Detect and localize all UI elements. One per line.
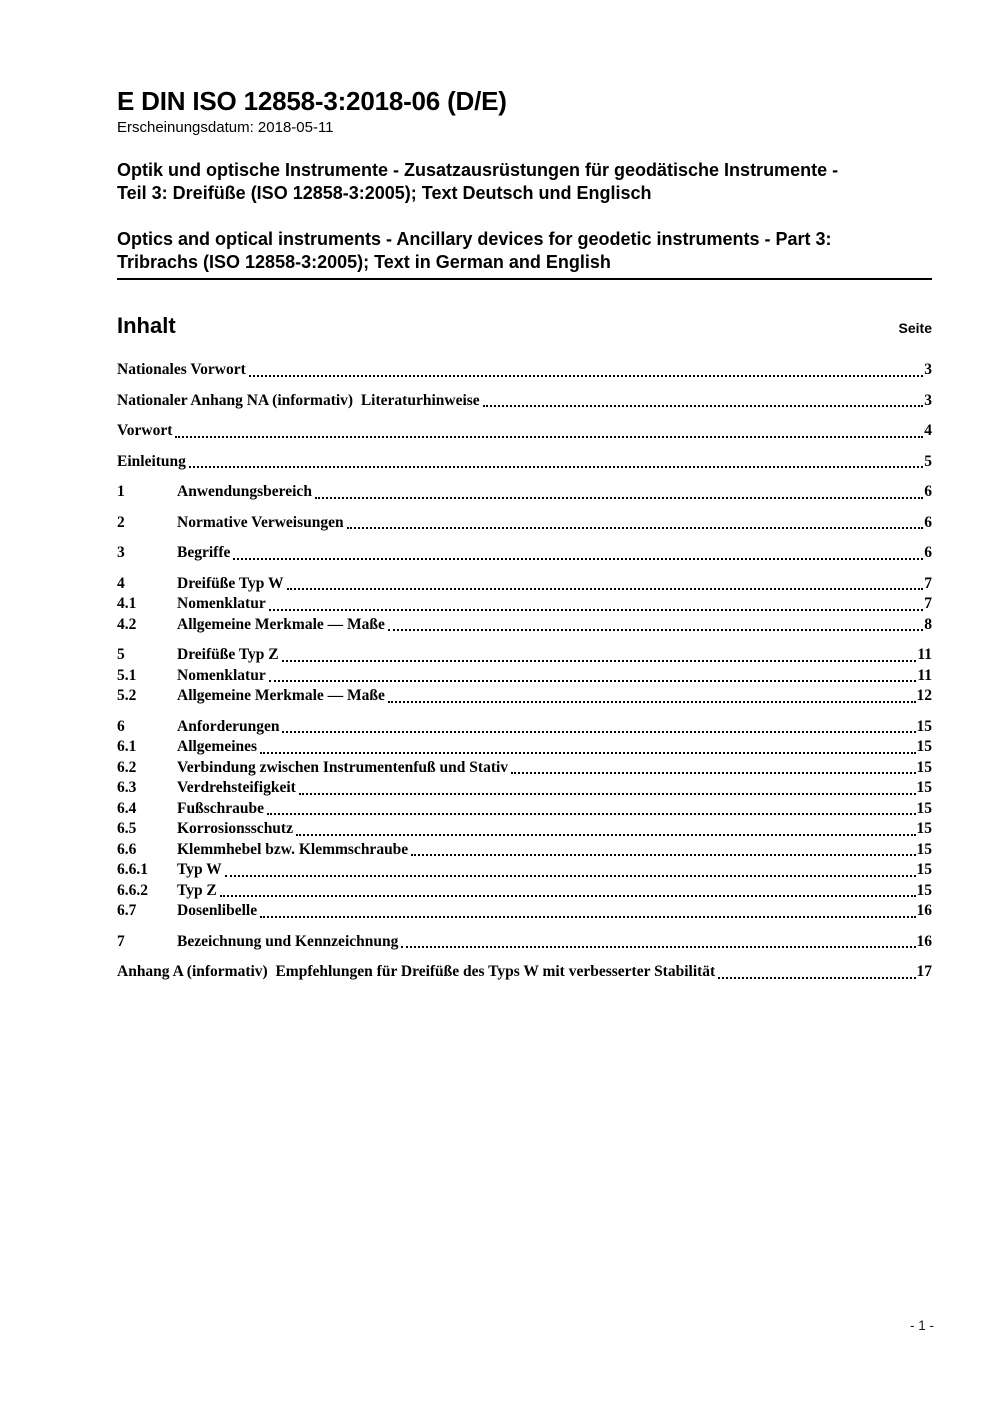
toc-entry-number: 6	[117, 717, 125, 735]
title-english-line1: Optics and optical instruments - Ancillary devices for geodetic instruments - Part 3:	[117, 229, 832, 249]
toc-dot-leader	[175, 436, 923, 438]
toc-entry-number: 6.5	[117, 820, 137, 837]
toc-entry	[117, 360, 932, 381]
toc-dot-leader	[718, 977, 915, 979]
toc-dot-leader	[249, 375, 924, 377]
toc-entry-page: 3	[924, 391, 932, 409]
toc-entry-page: 15	[916, 820, 932, 837]
toc-entry-page: 4	[924, 422, 932, 439]
toc-heading: Inhalt	[117, 313, 176, 338]
toc-entry-label: Begriffe	[177, 544, 231, 561]
toc-entry-number: 6.7	[117, 902, 137, 919]
toc-entry-number: 4.2	[117, 615, 137, 633]
title-english-line2: Tribrachs (ISO 12858-3:2005); Text in German and English	[117, 252, 611, 272]
toc-entry-number: 6.6.1	[117, 861, 148, 878]
toc-entry-label: Nationales Vorwort	[117, 361, 246, 378]
toc-entry-page: 11	[917, 646, 932, 663]
toc-entry	[117, 901, 932, 922]
toc-dot-leader	[483, 405, 924, 407]
toc-entry	[117, 513, 932, 534]
toc-entry-label: Allgemeines	[177, 738, 258, 755]
toc-entry-label: Klemmhebel bzw. Klemmschraube	[177, 840, 409, 858]
toc-dot-leader	[282, 731, 915, 733]
title-german	[117, 159, 932, 205]
toc-entry	[117, 645, 932, 666]
toc-list	[117, 360, 932, 983]
page-number-footer: - 1 -	[909, 1318, 934, 1333]
toc-entry-label: Nomenklatur	[177, 595, 266, 612]
toc-dot-leader	[225, 875, 916, 877]
toc-entry	[117, 932, 932, 953]
divider-line	[117, 278, 932, 280]
toc-entry-label: Typ Z	[177, 881, 217, 899]
toc-entry	[117, 666, 932, 687]
toc-entry-label: Anforderungen	[177, 717, 280, 735]
title-german-line1: Optik und optische Instrumente - Zusatzausrüstungen für geodätische Instrumente -	[117, 160, 839, 180]
toc-entry	[117, 452, 932, 473]
toc-entry-page: 15	[916, 717, 932, 735]
toc-dot-leader	[269, 609, 924, 611]
toc-dot-leader	[260, 752, 915, 754]
toc-dot-leader	[511, 772, 915, 774]
toc-entry-number: 6.1	[117, 738, 137, 755]
toc-entry-label: Allgemeine Merkmale — Maße	[177, 615, 385, 633]
toc-dot-leader	[347, 527, 924, 529]
toc-page-column-label: Seite	[898, 320, 932, 336]
toc-entry	[117, 594, 932, 615]
toc-entry-number: 6.2	[117, 758, 137, 776]
toc-entry-page: 7	[924, 574, 932, 592]
toc-entry	[117, 778, 932, 799]
toc-entry	[117, 543, 932, 564]
toc-dot-leader	[282, 660, 917, 662]
toc-entry-label: Fußschraube	[177, 799, 264, 817]
toc-dot-leader	[269, 680, 917, 682]
toc-entry-number: 2	[117, 513, 125, 531]
toc-entry-number: 5.1	[117, 666, 137, 684]
toc-entry	[117, 758, 932, 779]
toc-entry	[117, 391, 932, 412]
toc-entry-number: 3	[117, 544, 125, 561]
toc-entry	[117, 860, 932, 881]
toc-entry	[117, 421, 932, 442]
toc-entry-label: Dreifüße Typ W	[177, 574, 284, 592]
toc-entry	[117, 840, 932, 861]
toc-entry-number: 4	[117, 574, 125, 592]
title-german-line2: Teil 3: Dreifüße (ISO 12858-3:2005); Text Deutsch und Englisch	[117, 183, 652, 203]
toc-entry-page: 15	[916, 861, 932, 878]
toc-entry	[117, 799, 932, 820]
toc-header	[117, 313, 932, 339]
toc-entry-label: Dosenlibelle	[177, 902, 258, 919]
toc-dot-leader	[388, 629, 923, 631]
toc-dot-leader	[220, 895, 916, 897]
toc-entry-label: Anwendungsbereich	[177, 483, 312, 500]
toc-entry-page: 3	[924, 361, 932, 378]
toc-entry-number: 5	[117, 646, 125, 663]
toc-entry-page: 15	[916, 738, 932, 755]
toc-entry	[117, 482, 932, 503]
publication-date: Erscheinungsdatum: 2018-05-11	[117, 119, 334, 136]
toc-entry-label: Normative Verweisungen	[177, 513, 344, 531]
toc-entry-page: 17	[916, 963, 932, 980]
toc-entry	[117, 574, 932, 595]
toc-entry-label: Verdrehsteifigkeit	[177, 779, 296, 796]
toc-entry-page: 7	[924, 595, 932, 612]
toc-entry-number: 6.6	[117, 840, 137, 858]
toc-dot-leader	[267, 813, 916, 815]
toc-entry-page: 16	[916, 902, 932, 919]
toc-entry-page: 8	[924, 615, 932, 633]
toc-entry-label: Vorwort	[117, 422, 173, 439]
toc-entry-page: 15	[916, 840, 932, 858]
toc-entry	[117, 819, 932, 840]
toc-entry-page: 15	[916, 779, 932, 796]
toc-entry-label: Nationaler Anhang NA (informativ) Literaturhinweise	[117, 391, 480, 409]
toc-entry-page: 15	[916, 881, 932, 899]
toc-entry-number: 6.4	[117, 799, 137, 817]
toc-entry-page: 6	[924, 544, 932, 561]
toc-dot-leader	[388, 701, 916, 703]
toc-entry	[117, 737, 932, 758]
toc-entry	[117, 717, 932, 738]
toc-entry-page: 6	[924, 513, 932, 531]
toc-dot-leader	[299, 793, 916, 795]
toc-entry-number: 7	[117, 932, 125, 950]
toc-entry-page: 12	[916, 687, 932, 704]
toc-entry	[117, 686, 932, 707]
toc-entry	[117, 615, 932, 636]
toc-entry-label: Bezeichnung und Kennzeichnung	[177, 932, 399, 950]
toc-entry-page: 5	[924, 452, 932, 470]
toc-dot-leader	[287, 588, 924, 590]
toc-entry-number: 5.2	[117, 687, 137, 704]
toc-entry-label: Dreifüße Typ Z	[177, 646, 279, 663]
toc-entry-number: 6.3	[117, 779, 137, 796]
toc-dot-leader	[233, 558, 923, 560]
toc-entry	[117, 962, 932, 983]
toc-entry	[117, 881, 932, 902]
title-english	[117, 228, 932, 274]
toc-entry-label: Anhang A (informativ) Empfehlungen für Dreifüße des Typs W mit verbesserter Stabilität	[117, 963, 716, 980]
toc-dot-leader	[296, 834, 916, 836]
toc-entry-label: Korrosionsschutz	[177, 820, 293, 837]
toc-entry-number: 4.1	[117, 595, 137, 612]
toc-entry-page: 11	[917, 666, 932, 684]
toc-dot-leader	[260, 916, 915, 918]
document-number-title: E DIN ISO 12858-3:2018-06 (D/E)	[117, 86, 507, 116]
toc-entry-page: 6	[924, 483, 932, 500]
toc-dot-leader	[401, 946, 915, 948]
toc-entry-number: 1	[117, 483, 125, 500]
toc-entry-number: 6.6.2	[117, 881, 148, 899]
toc-entry-label: Nomenklatur	[177, 666, 266, 684]
toc-entry-label: Einleitung	[117, 452, 186, 470]
toc-entry-page: 16	[916, 932, 932, 950]
toc-entry-page: 15	[916, 758, 932, 776]
toc-entry-label: Verbindung zwischen Instrumentenfuß und Stativ	[177, 758, 509, 776]
toc-dot-leader	[411, 854, 915, 856]
toc-dot-leader	[315, 497, 923, 499]
toc-entry-label: Allgemeine Merkmale — Maße	[177, 687, 385, 704]
toc-entry-label: Typ W	[177, 861, 222, 878]
toc-dot-leader	[189, 466, 923, 468]
page-content	[117, 0, 932, 983]
toc-entry-page: 15	[916, 799, 932, 817]
